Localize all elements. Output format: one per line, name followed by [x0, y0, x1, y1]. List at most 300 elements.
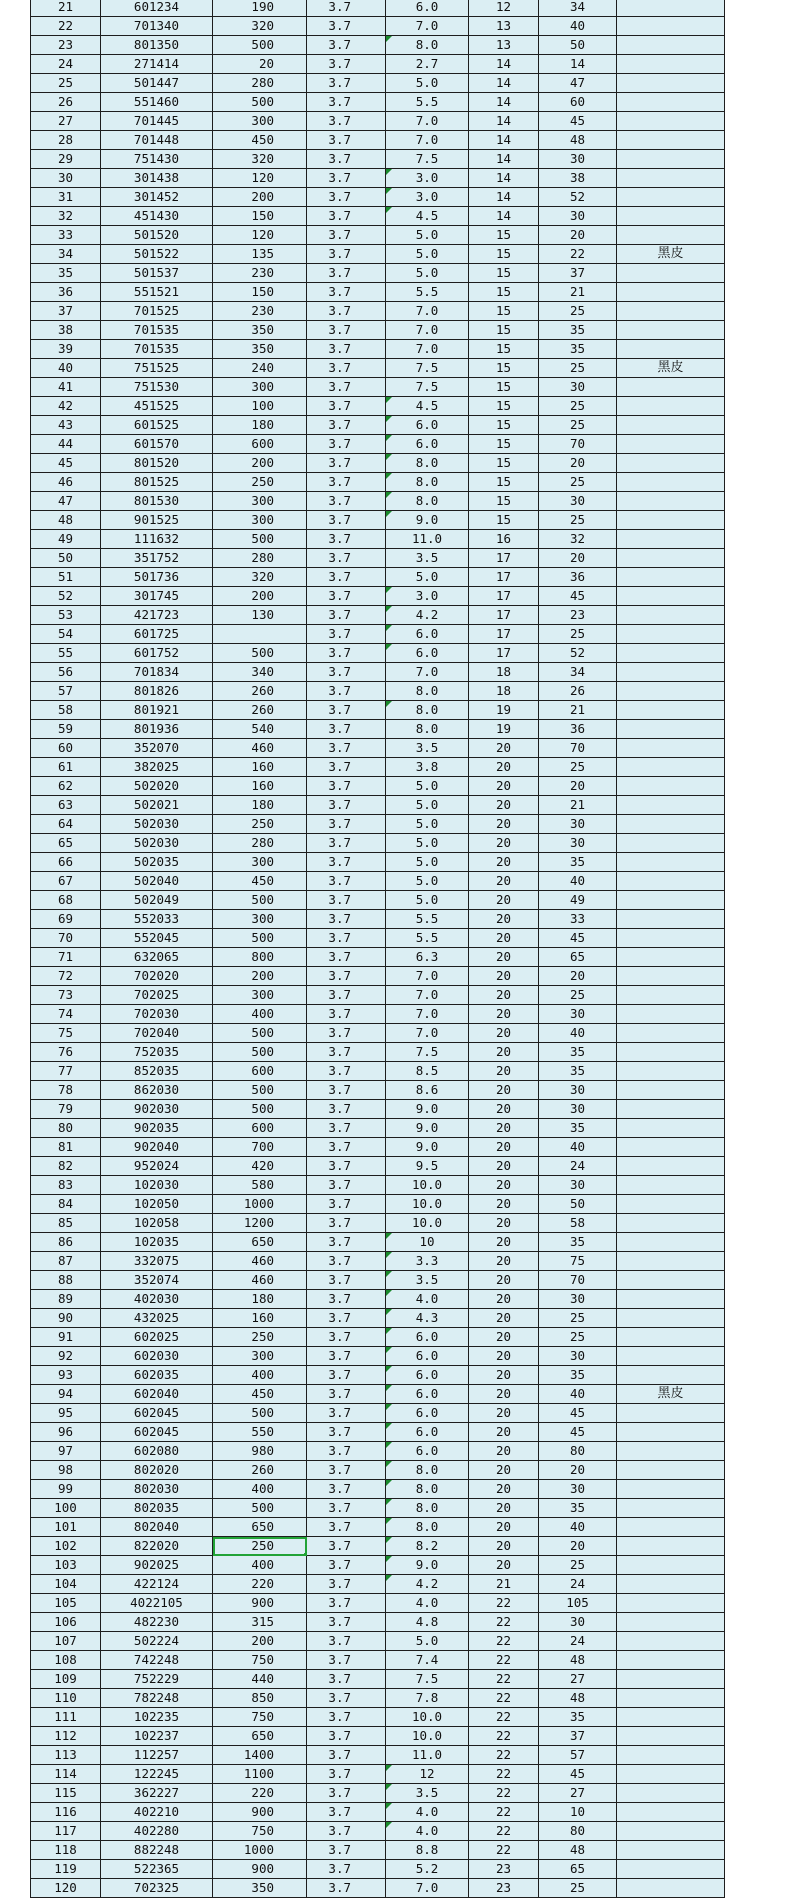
cell-thickness[interactable]: 6.3 [386, 948, 469, 967]
cell-width[interactable]: 20 [469, 815, 539, 834]
cell-voltage[interactable]: 3.7 [307, 1385, 386, 1404]
cell-voltage[interactable]: 3.7 [307, 1442, 386, 1461]
cell-voltage[interactable]: 3.7 [307, 777, 386, 796]
cell-voltage[interactable]: 3.7 [307, 1879, 386, 1898]
cell-no[interactable]: 53 [31, 606, 101, 625]
cell-note[interactable] [617, 36, 725, 55]
cell-width[interactable]: 20 [469, 853, 539, 872]
cell-model[interactable]: 882248 [101, 1841, 213, 1860]
cell-model[interactable]: 822020 [101, 1537, 213, 1556]
cell-thickness[interactable]: 9.0 [386, 1119, 469, 1138]
cell-no[interactable]: 105 [31, 1594, 101, 1613]
cell-thickness[interactable]: 5.5 [386, 910, 469, 929]
cell-note[interactable] [617, 1328, 725, 1347]
cell-capacity[interactable]: 130 [213, 606, 307, 625]
cell-no[interactable]: 69 [31, 910, 101, 929]
cell-model[interactable]: 802030 [101, 1480, 213, 1499]
cell-thickness[interactable]: 7.8 [386, 1689, 469, 1708]
cell-capacity[interactable]: 500 [213, 1043, 307, 1062]
cell-no[interactable]: 109 [31, 1670, 101, 1689]
cell-capacity[interactable]: 350 [213, 340, 307, 359]
cell-capacity[interactable]: 120 [213, 169, 307, 188]
cell-no[interactable]: 41 [31, 378, 101, 397]
cell-no[interactable]: 81 [31, 1138, 101, 1157]
cell-model[interactable]: 701340 [101, 17, 213, 36]
cell-voltage[interactable]: 3.7 [307, 720, 386, 739]
cell-length[interactable]: 35 [539, 321, 617, 340]
cell-model[interactable]: 551460 [101, 93, 213, 112]
cell-model[interactable]: 122245 [101, 1765, 213, 1784]
cell-model[interactable]: 602080 [101, 1442, 213, 1461]
cell-width[interactable]: 20 [469, 1499, 539, 1518]
cell-voltage[interactable]: 3.7 [307, 530, 386, 549]
cell-model[interactable]: 102035 [101, 1233, 213, 1252]
cell-capacity[interactable] [213, 625, 307, 644]
cell-length[interactable]: 65 [539, 1860, 617, 1879]
cell-capacity[interactable]: 540 [213, 720, 307, 739]
cell-no[interactable]: 86 [31, 1233, 101, 1252]
cell-width[interactable]: 20 [469, 910, 539, 929]
cell-model[interactable]: 901525 [101, 511, 213, 530]
cell-length[interactable]: 105 [539, 1594, 617, 1613]
cell-note[interactable]: 黑皮 [617, 359, 725, 378]
cell-note[interactable] [617, 1822, 725, 1841]
cell-capacity[interactable]: 160 [213, 777, 307, 796]
cell-voltage[interactable]: 3.7 [307, 397, 386, 416]
cell-no[interactable]: 35 [31, 264, 101, 283]
cell-length[interactable]: 32 [539, 530, 617, 549]
cell-voltage[interactable]: 3.7 [307, 1005, 386, 1024]
cell-thickness[interactable]: 5.0 [386, 872, 469, 891]
cell-length[interactable]: 22 [539, 245, 617, 264]
cell-capacity[interactable]: 1100 [213, 1765, 307, 1784]
cell-note[interactable] [617, 0, 725, 17]
cell-capacity[interactable]: 200 [213, 587, 307, 606]
cell-length[interactable]: 25 [539, 986, 617, 1005]
cell-note[interactable] [617, 891, 725, 910]
cell-note[interactable] [617, 1727, 725, 1746]
cell-width[interactable]: 20 [469, 1556, 539, 1575]
cell-voltage[interactable]: 3.7 [307, 473, 386, 492]
cell-voltage[interactable]: 3.7 [307, 758, 386, 777]
cell-voltage[interactable]: 3.7 [307, 1803, 386, 1822]
cell-thickness[interactable]: 7.0 [386, 17, 469, 36]
cell-length[interactable]: 35 [539, 1062, 617, 1081]
cell-note[interactable] [617, 1366, 725, 1385]
cell-note[interactable] [617, 1138, 725, 1157]
cell-model[interactable]: 701525 [101, 302, 213, 321]
cell-voltage[interactable]: 3.7 [307, 207, 386, 226]
cell-voltage[interactable]: 3.7 [307, 1423, 386, 1442]
cell-width[interactable]: 15 [469, 321, 539, 340]
cell-no[interactable]: 29 [31, 150, 101, 169]
cell-model[interactable]: 502020 [101, 777, 213, 796]
cell-width[interactable]: 20 [469, 1062, 539, 1081]
cell-model[interactable]: 112257 [101, 1746, 213, 1765]
cell-voltage[interactable]: 3.7 [307, 815, 386, 834]
cell-no[interactable]: 30 [31, 169, 101, 188]
cell-length[interactable]: 35 [539, 340, 617, 359]
cell-model[interactable]: 552045 [101, 929, 213, 948]
cell-no[interactable]: 111 [31, 1708, 101, 1727]
cell-model[interactable]: 352070 [101, 739, 213, 758]
cell-length[interactable]: 24 [539, 1632, 617, 1651]
cell-thickness[interactable]: 8.0 [386, 682, 469, 701]
cell-voltage[interactable]: 3.7 [307, 1271, 386, 1290]
cell-width[interactable]: 15 [469, 416, 539, 435]
cell-no[interactable]: 64 [31, 815, 101, 834]
cell-length[interactable]: 48 [539, 131, 617, 150]
cell-width[interactable]: 20 [469, 1252, 539, 1271]
cell-capacity[interactable]: 450 [213, 131, 307, 150]
cell-length[interactable]: 40 [539, 1518, 617, 1537]
cell-note[interactable] [617, 568, 725, 587]
cell-capacity[interactable]: 260 [213, 701, 307, 720]
cell-capacity[interactable]: 500 [213, 1081, 307, 1100]
cell-capacity[interactable]: 900 [213, 1860, 307, 1879]
cell-note[interactable] [617, 929, 725, 948]
cell-no[interactable]: 56 [31, 663, 101, 682]
cell-voltage[interactable]: 3.7 [307, 264, 386, 283]
cell-thickness[interactable]: 4.0 [386, 1803, 469, 1822]
cell-capacity[interactable]: 250 [213, 1328, 307, 1347]
cell-no[interactable]: 47 [31, 492, 101, 511]
cell-note[interactable] [617, 17, 725, 36]
cell-length[interactable]: 75 [539, 1252, 617, 1271]
cell-width[interactable]: 17 [469, 549, 539, 568]
cell-length[interactable]: 30 [539, 1005, 617, 1024]
cell-width[interactable]: 15 [469, 302, 539, 321]
cell-voltage[interactable]: 3.7 [307, 1328, 386, 1347]
cell-no[interactable]: 22 [31, 17, 101, 36]
cell-model[interactable]: 301438 [101, 169, 213, 188]
cell-width[interactable]: 20 [469, 986, 539, 1005]
cell-length[interactable]: 25 [539, 397, 617, 416]
cell-no[interactable]: 39 [31, 340, 101, 359]
cell-model[interactable]: 502040 [101, 872, 213, 891]
cell-note[interactable] [617, 1518, 725, 1537]
cell-voltage[interactable]: 3.7 [307, 1081, 386, 1100]
cell-width[interactable]: 20 [469, 1290, 539, 1309]
cell-thickness[interactable]: 6.0 [386, 1404, 469, 1423]
cell-thickness[interactable]: 4.2 [386, 606, 469, 625]
cell-no[interactable]: 71 [31, 948, 101, 967]
cell-capacity[interactable]: 280 [213, 74, 307, 93]
cell-note[interactable] [617, 1860, 725, 1879]
cell-no[interactable]: 83 [31, 1176, 101, 1195]
cell-capacity[interactable]: 180 [213, 1290, 307, 1309]
cell-width[interactable]: 15 [469, 283, 539, 302]
cell-model[interactable]: 382025 [101, 758, 213, 777]
cell-length[interactable]: 10 [539, 1803, 617, 1822]
cell-capacity[interactable]: 300 [213, 986, 307, 1005]
cell-capacity[interactable]: 350 [213, 1879, 307, 1898]
cell-voltage[interactable]: 3.7 [307, 1575, 386, 1594]
cell-voltage[interactable]: 3.7 [307, 283, 386, 302]
cell-no[interactable]: 77 [31, 1062, 101, 1081]
cell-no[interactable]: 50 [31, 549, 101, 568]
cell-capacity[interactable]: 220 [213, 1784, 307, 1803]
cell-width[interactable]: 15 [469, 245, 539, 264]
cell-thickness[interactable]: 4.2 [386, 1575, 469, 1594]
cell-model[interactable]: 862030 [101, 1081, 213, 1100]
cell-model[interactable]: 751525 [101, 359, 213, 378]
cell-note[interactable] [617, 511, 725, 530]
cell-no[interactable]: 26 [31, 93, 101, 112]
cell-length[interactable]: 52 [539, 188, 617, 207]
cell-model[interactable]: 102050 [101, 1195, 213, 1214]
cell-length[interactable]: 45 [539, 929, 617, 948]
cell-no[interactable]: 65 [31, 834, 101, 853]
cell-thickness[interactable]: 8.0 [386, 492, 469, 511]
cell-capacity[interactable]: 200 [213, 188, 307, 207]
cell-no[interactable]: 34 [31, 245, 101, 264]
cell-model[interactable]: 362227 [101, 1784, 213, 1803]
cell-model[interactable]: 502049 [101, 891, 213, 910]
cell-no[interactable]: 96 [31, 1423, 101, 1442]
cell-thickness[interactable]: 3.0 [386, 587, 469, 606]
cell-no[interactable]: 31 [31, 188, 101, 207]
cell-length[interactable]: 30 [539, 834, 617, 853]
cell-length[interactable]: 21 [539, 796, 617, 815]
cell-length[interactable]: 45 [539, 1765, 617, 1784]
cell-capacity[interactable]: 1000 [213, 1195, 307, 1214]
cell-no[interactable]: 82 [31, 1157, 101, 1176]
cell-width[interactable]: 20 [469, 1005, 539, 1024]
cell-note[interactable] [617, 1005, 725, 1024]
cell-width[interactable]: 20 [469, 796, 539, 815]
cell-capacity[interactable]: 650 [213, 1727, 307, 1746]
cell-capacity[interactable]: 1400 [213, 1746, 307, 1765]
cell-length[interactable]: 37 [539, 264, 617, 283]
cell-capacity[interactable]: 120 [213, 226, 307, 245]
cell-note[interactable] [617, 169, 725, 188]
cell-width[interactable]: 20 [469, 1176, 539, 1195]
cell-length[interactable]: 27 [539, 1670, 617, 1689]
cell-note[interactable] [617, 1062, 725, 1081]
cell-capacity[interactable]: 350 [213, 321, 307, 340]
cell-length[interactable]: 20 [539, 1537, 617, 1556]
cell-voltage[interactable]: 3.7 [307, 1461, 386, 1480]
cell-model[interactable]: 522365 [101, 1860, 213, 1879]
cell-capacity[interactable]: 250 [213, 473, 307, 492]
cell-width[interactable]: 22 [469, 1594, 539, 1613]
cell-width[interactable]: 20 [469, 1024, 539, 1043]
cell-no[interactable]: 118 [31, 1841, 101, 1860]
cell-note[interactable] [617, 967, 725, 986]
cell-thickness[interactable]: 9.0 [386, 1138, 469, 1157]
cell-width[interactable]: 23 [469, 1879, 539, 1898]
cell-note[interactable] [617, 340, 725, 359]
cell-voltage[interactable]: 3.7 [307, 150, 386, 169]
cell-width[interactable]: 20 [469, 929, 539, 948]
cell-capacity[interactable]: 135 [213, 245, 307, 264]
cell-model[interactable]: 701445 [101, 112, 213, 131]
cell-capacity[interactable]: 500 [213, 93, 307, 112]
cell-model[interactable]: 801826 [101, 682, 213, 701]
cell-no[interactable]: 27 [31, 112, 101, 131]
cell-capacity[interactable]: 20 [213, 55, 307, 74]
cell-width[interactable]: 20 [469, 1119, 539, 1138]
cell-model[interactable]: 751430 [101, 150, 213, 169]
cell-width[interactable]: 13 [469, 36, 539, 55]
cell-length[interactable]: 20 [539, 777, 617, 796]
cell-voltage[interactable]: 3.7 [307, 1309, 386, 1328]
cell-no[interactable]: 45 [31, 454, 101, 473]
cell-model[interactable]: 602030 [101, 1347, 213, 1366]
cell-thickness[interactable]: 5.0 [386, 891, 469, 910]
cell-capacity[interactable]: 240 [213, 359, 307, 378]
cell-voltage[interactable]: 3.7 [307, 340, 386, 359]
cell-thickness[interactable]: 6.0 [386, 625, 469, 644]
cell-length[interactable]: 38 [539, 169, 617, 188]
cell-capacity[interactable]: 300 [213, 853, 307, 872]
cell-model[interactable]: 502021 [101, 796, 213, 815]
cell-note[interactable] [617, 1670, 725, 1689]
cell-width[interactable]: 20 [469, 739, 539, 758]
cell-width[interactable]: 20 [469, 891, 539, 910]
cell-width[interactable]: 22 [469, 1632, 539, 1651]
cell-length[interactable]: 49 [539, 891, 617, 910]
cell-width[interactable]: 20 [469, 967, 539, 986]
cell-length[interactable]: 27 [539, 1784, 617, 1803]
cell-width[interactable]: 20 [469, 1328, 539, 1347]
cell-capacity[interactable]: 600 [213, 435, 307, 454]
cell-capacity[interactable]: 300 [213, 112, 307, 131]
cell-capacity[interactable]: 980 [213, 1442, 307, 1461]
cell-voltage[interactable]: 3.7 [307, 1157, 386, 1176]
cell-model[interactable]: 601752 [101, 644, 213, 663]
cell-capacity[interactable]: 550 [213, 1423, 307, 1442]
cell-capacity[interactable]: 400 [213, 1480, 307, 1499]
cell-note[interactable] [617, 416, 725, 435]
cell-thickness[interactable]: 4.0 [386, 1822, 469, 1841]
cell-thickness[interactable]: 5.0 [386, 834, 469, 853]
cell-width[interactable]: 14 [469, 112, 539, 131]
cell-no[interactable]: 60 [31, 739, 101, 758]
cell-no[interactable]: 67 [31, 872, 101, 891]
cell-width[interactable]: 15 [469, 226, 539, 245]
cell-width[interactable]: 16 [469, 530, 539, 549]
cell-capacity[interactable]: 600 [213, 1119, 307, 1138]
cell-length[interactable]: 70 [539, 739, 617, 758]
cell-note[interactable] [617, 1442, 725, 1461]
cell-width[interactable]: 14 [469, 131, 539, 150]
cell-no[interactable]: 23 [31, 36, 101, 55]
cell-capacity[interactable]: 460 [213, 1271, 307, 1290]
cell-note[interactable] [617, 1613, 725, 1632]
cell-thickness[interactable]: 4.5 [386, 397, 469, 416]
cell-voltage[interactable]: 3.7 [307, 1138, 386, 1157]
cell-width[interactable]: 20 [469, 1442, 539, 1461]
cell-length[interactable]: 35 [539, 1233, 617, 1252]
cell-capacity[interactable]: 900 [213, 1594, 307, 1613]
cell-length[interactable]: 30 [539, 150, 617, 169]
cell-note[interactable] [617, 283, 725, 302]
cell-voltage[interactable]: 3.7 [307, 1404, 386, 1423]
cell-thickness[interactable]: 8.8 [386, 1841, 469, 1860]
cell-length[interactable]: 25 [539, 1556, 617, 1575]
cell-note[interactable] [617, 796, 725, 815]
cell-no[interactable]: 72 [31, 967, 101, 986]
cell-model[interactable]: 451525 [101, 397, 213, 416]
cell-thickness[interactable]: 9.0 [386, 1100, 469, 1119]
cell-width[interactable]: 22 [469, 1803, 539, 1822]
cell-no[interactable]: 38 [31, 321, 101, 340]
cell-width[interactable]: 22 [469, 1784, 539, 1803]
cell-thickness[interactable]: 3.5 [386, 739, 469, 758]
cell-capacity[interactable]: 400 [213, 1005, 307, 1024]
cell-note[interactable] [617, 1841, 725, 1860]
cell-voltage[interactable]: 3.7 [307, 1252, 386, 1271]
cell-model[interactable]: 301745 [101, 587, 213, 606]
cell-width[interactable]: 15 [469, 511, 539, 530]
cell-length[interactable]: 21 [539, 701, 617, 720]
cell-voltage[interactable]: 3.7 [307, 929, 386, 948]
cell-voltage[interactable]: 3.7 [307, 796, 386, 815]
cell-note[interactable] [617, 55, 725, 74]
cell-capacity[interactable]: 320 [213, 568, 307, 587]
cell-width[interactable]: 22 [469, 1651, 539, 1670]
cell-no[interactable]: 91 [31, 1328, 101, 1347]
cell-model[interactable]: 352074 [101, 1271, 213, 1290]
cell-no[interactable]: 63 [31, 796, 101, 815]
cell-length[interactable]: 36 [539, 720, 617, 739]
cell-capacity[interactable]: 500 [213, 929, 307, 948]
cell-note[interactable] [617, 1423, 725, 1442]
cell-note[interactable] [617, 112, 725, 131]
cell-length[interactable]: 50 [539, 36, 617, 55]
cell-voltage[interactable]: 3.7 [307, 948, 386, 967]
cell-length[interactable]: 80 [539, 1442, 617, 1461]
cell-width[interactable]: 20 [469, 1195, 539, 1214]
cell-capacity[interactable]: 500 [213, 530, 307, 549]
cell-capacity[interactable]: 300 [213, 1347, 307, 1366]
selected-cell[interactable]: 250 [213, 1537, 307, 1556]
cell-model[interactable]: 601570 [101, 435, 213, 454]
cell-model[interactable]: 902035 [101, 1119, 213, 1138]
cell-voltage[interactable]: 3.7 [307, 967, 386, 986]
cell-voltage[interactable]: 3.7 [307, 321, 386, 340]
cell-no[interactable]: 80 [31, 1119, 101, 1138]
cell-no[interactable]: 59 [31, 720, 101, 739]
cell-note[interactable] [617, 549, 725, 568]
cell-note[interactable] [617, 739, 725, 758]
cell-note[interactable]: 黑皮 [617, 245, 725, 264]
cell-width[interactable]: 22 [469, 1822, 539, 1841]
cell-model[interactable]: 421723 [101, 606, 213, 625]
cell-voltage[interactable]: 3.7 [307, 1556, 386, 1575]
cell-model[interactable]: 602045 [101, 1404, 213, 1423]
cell-voltage[interactable]: 3.7 [307, 1480, 386, 1499]
cell-length[interactable]: 48 [539, 1651, 617, 1670]
cell-thickness[interactable]: 9.0 [386, 511, 469, 530]
cell-voltage[interactable]: 3.7 [307, 606, 386, 625]
cell-note[interactable] [617, 1461, 725, 1480]
cell-note[interactable] [617, 74, 725, 93]
cell-voltage[interactable]: 3.7 [307, 891, 386, 910]
cell-length[interactable]: 35 [539, 1043, 617, 1062]
cell-voltage[interactable]: 3.7 [307, 1024, 386, 1043]
cell-note[interactable] [617, 1081, 725, 1100]
cell-voltage[interactable]: 3.7 [307, 1670, 386, 1689]
cell-voltage[interactable]: 3.7 [307, 1366, 386, 1385]
cell-capacity[interactable]: 500 [213, 644, 307, 663]
cell-model[interactable]: 632065 [101, 948, 213, 967]
cell-voltage[interactable]: 3.7 [307, 910, 386, 929]
cell-thickness[interactable]: 10.0 [386, 1708, 469, 1727]
cell-note[interactable] [617, 1100, 725, 1119]
